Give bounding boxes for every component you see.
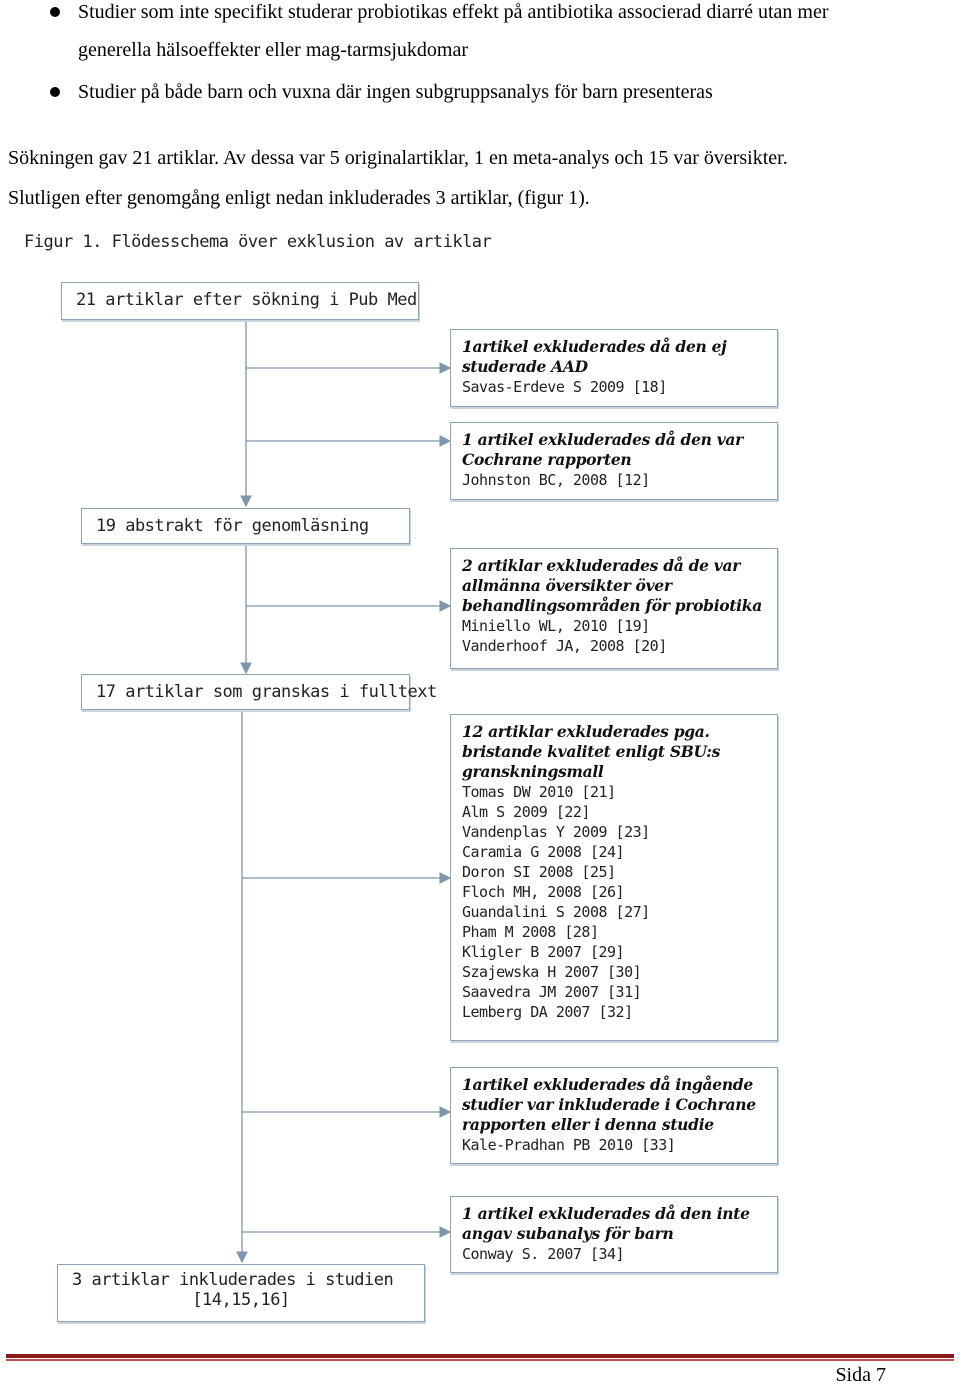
exclusion-reference: Vandenplas Y 2009 [23] xyxy=(462,823,650,841)
bullet-text: Studier som inte specifikt studerar probiotikas effekt på antibiotika associerad diarré utan mer xyxy=(78,1,829,23)
footer-rule xyxy=(6,1354,954,1358)
exclusion-box xyxy=(450,422,778,500)
exclusion-reference: Vanderhoof JA, 2008 [20] xyxy=(462,637,667,655)
flow-box-included xyxy=(57,1264,425,1322)
body-paragraph-line: Slutligen efter genomgång enligt nedan inkluderades 3 artiklar, (figur 1). xyxy=(8,187,590,209)
exclusion-reason: angav subanalys för barn xyxy=(462,1224,674,1243)
bullet-text: generella hälsoeffekter eller mag-tarmsjukdomar xyxy=(78,39,469,61)
flow-box-search-results xyxy=(61,282,419,320)
exclusion-reference: Johnston BC, 2008 [12] xyxy=(462,471,650,489)
exclusion-reason: 12 artiklar exkluderades pga. xyxy=(462,722,710,741)
exclusion-reference: Tomas DW 2010 [21] xyxy=(462,783,616,801)
exclusion-reason: 1 artikel exkluderades då den inte xyxy=(462,1204,750,1223)
exclusion-reference: Kale-Pradhan PB 2010 [33] xyxy=(462,1136,676,1154)
exclusion-reason: Cochrane rapporten xyxy=(462,450,632,469)
figure-caption: Figur 1. Flödesschema över exklusion av artiklar xyxy=(24,232,492,252)
bullet-text: Studier på både barn och vuxna där ingen subgruppsanalys för barn presenteras xyxy=(78,81,713,103)
exclusion-reason: 1artikel exkluderades då den ej xyxy=(462,337,727,356)
exclusion-reference: Floch MH, 2008 [26] xyxy=(462,883,625,901)
exclusion-reason: allmänna översikter över xyxy=(462,576,672,595)
exclusion-reason: 1 artikel exkluderades då den var xyxy=(462,430,744,449)
body-paragraph-line: Sökningen gav 21 artiklar. Av dessa var 5 originalartiklar, 1 en meta-analys och 15 var översikter. xyxy=(8,147,788,169)
exclusion-box xyxy=(450,1067,778,1164)
flow-box-text: 17 artiklar som granskas i fulltext xyxy=(96,682,437,702)
exclusion-reference: Miniello WL, 2010 [19] xyxy=(462,617,650,635)
flow-box-text: 19 abstrakt för genomläsning xyxy=(96,516,369,536)
exclusion-reference: Pham M 2008 [28] xyxy=(462,923,599,941)
exclusion-box xyxy=(450,329,778,407)
exclusion-box xyxy=(450,714,778,1041)
exclusion-reason: studier var inkluderade i Cochrane xyxy=(462,1095,756,1114)
flow-box-fulltext xyxy=(81,674,437,710)
exclusion-reason: 2 artiklar exkluderades då de var xyxy=(462,556,741,575)
exclusion-box xyxy=(450,548,778,669)
exclusion-reason: 1artikel exkluderades då ingående xyxy=(462,1075,753,1094)
exclusion-reason: rapporten eller i denna studie xyxy=(462,1115,714,1134)
flow-box-refs: [14,15,16] xyxy=(192,1290,290,1310)
exclusion-reason: granskningsmall xyxy=(462,762,604,781)
exclusion-reference: Guandalini S 2008 [27] xyxy=(462,903,650,921)
exclusion-reference: Doron SI 2008 [25] xyxy=(462,863,616,881)
flow-box-text: 21 artiklar efter sökning i Pub Med xyxy=(76,290,417,310)
exclusion-reason: behandlingsområden för probiotika xyxy=(462,596,762,615)
exclusion-box xyxy=(450,1196,778,1273)
exclusion-reference: Szajewska H 2007 [30] xyxy=(462,963,642,981)
footer-rule-thin xyxy=(6,1359,954,1361)
flow-box-abstracts xyxy=(81,508,410,544)
exclusion-reason: bristande kvalitet enligt SBU:s xyxy=(462,742,721,761)
exclusion-reference: Alm S 2009 [22] xyxy=(462,803,590,821)
exclusion-reference: Saavedra JM 2007 [31] xyxy=(462,983,642,1001)
exclusion-reference: Lemberg DA 2007 [32] xyxy=(462,1003,633,1021)
exclusion-reference: Kligler B 2007 [29] xyxy=(462,943,625,961)
exclusion-reference: Conway S. 2007 [34] xyxy=(462,1245,625,1263)
page-number: Sida 7 xyxy=(835,1364,886,1386)
exclusion-reference: Savas-Erdeve S 2009 [18] xyxy=(462,378,667,396)
flow-box-text: 3 artiklar inkluderades i studien xyxy=(72,1270,394,1290)
exclusion-reference: Caramia G 2008 [24] xyxy=(462,843,625,861)
exclusion-reason: studerade AAD xyxy=(462,357,588,376)
